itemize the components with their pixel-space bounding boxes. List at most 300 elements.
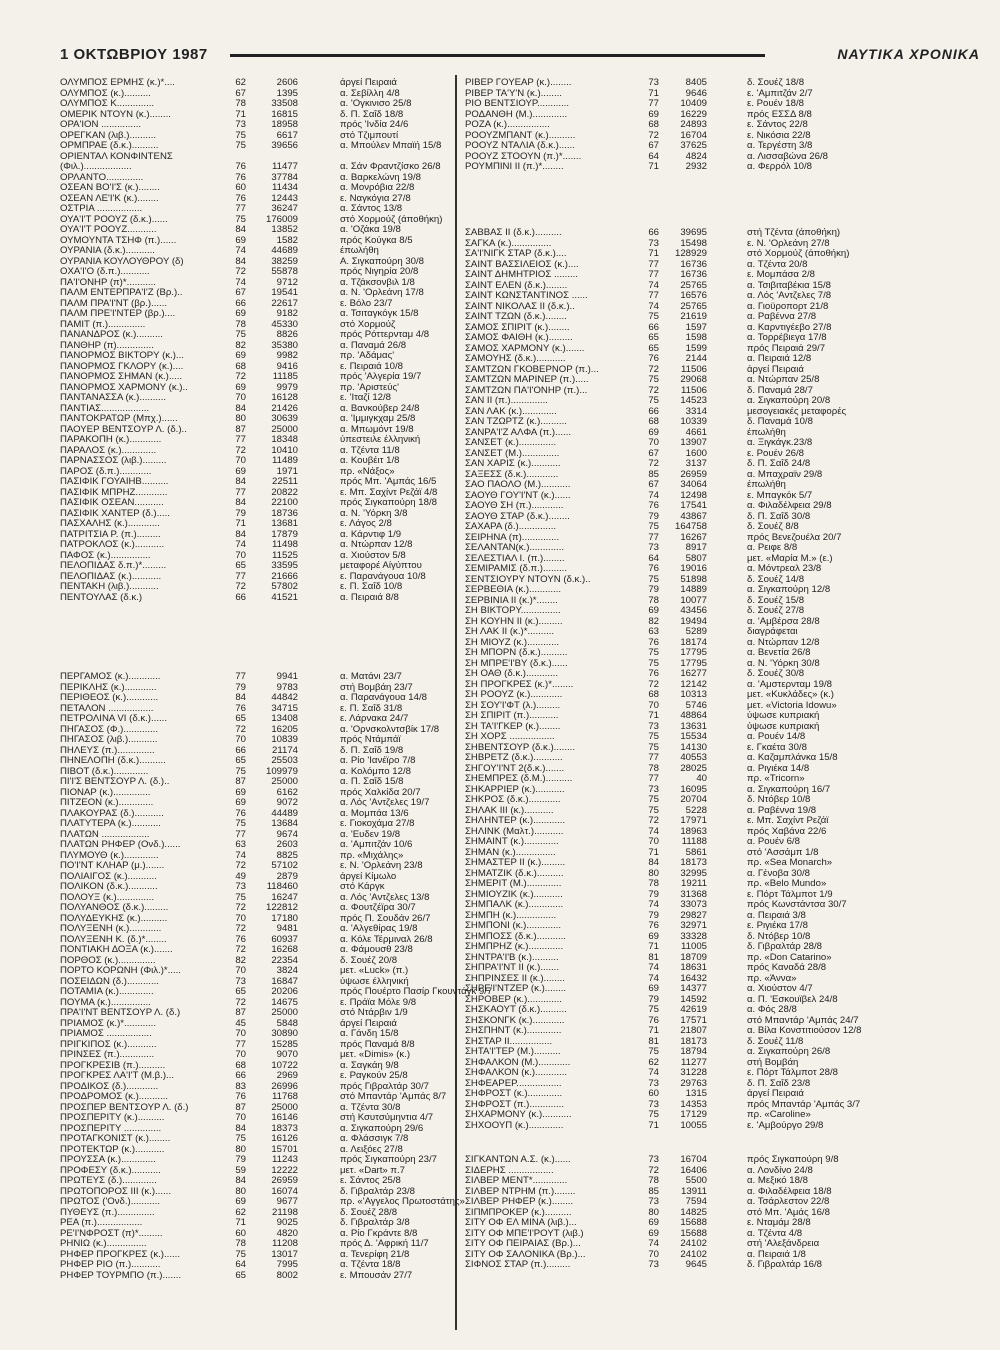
ship-entry — [465, 438, 967, 449]
build-year: 72 — [648, 385, 659, 396]
build-year — [220, 152, 246, 163]
tonnage: 22617 — [271, 298, 298, 309]
ship-entry — [465, 375, 967, 386]
ship-name: ΣΑΜΟΥΗΣ (δ.κ.)........... — [465, 354, 566, 364]
build-year: 81 — [648, 952, 659, 963]
ship-name: ΠΗΝΕΛΟΠΗ (δ.κ.).......... — [60, 756, 166, 766]
build-year: 84 — [235, 1123, 246, 1134]
ship-name: ΣΗΜΙΟΥΖΙΚ (κ.)........... — [465, 889, 563, 900]
ship-status: στό Κάργκ — [340, 882, 385, 892]
ship-entry — [465, 1100, 967, 1111]
ship-entry — [465, 680, 967, 691]
ship-status: α. Φλάσσιγκ 7/8 — [340, 1134, 409, 1144]
tonnage: 15534 — [680, 732, 707, 742]
ship-name: ΣΗΧΑΡΜΟΝΥ (κ.)........... — [465, 1110, 572, 1120]
tonnage: 9072 — [276, 798, 298, 808]
ship-entry — [465, 1218, 967, 1229]
tonnage: 39656 — [271, 141, 298, 151]
tonnage: 16146 — [271, 1113, 298, 1123]
ship-entry — [60, 819, 525, 830]
build-year: 60 — [235, 183, 246, 193]
ship-list-right-bottom — [465, 1155, 967, 1271]
ship-name: ΠΑΝΑΝΔΡΟΣ (κ.).......... — [60, 330, 163, 340]
ship-status: πρ. «Άννα» — [747, 973, 797, 984]
build-year: 65 — [648, 333, 659, 343]
tonnage: 11525 — [272, 550, 298, 561]
tonnage: 16576 — [680, 291, 707, 301]
tonnage: 14523 — [680, 396, 707, 406]
build-year: 75 — [648, 396, 659, 406]
ship-status: α. 'Ιμμιγκχαμ 25/8 — [340, 414, 416, 424]
ship-name: ΣΙΓΚΑΝΤΩΝ Α.Σ. (κ.)...... — [465, 1155, 571, 1165]
build-year: 69 — [235, 787, 246, 798]
tonnage: 10839 — [271, 735, 298, 745]
ship-status: α. Κάρντιφ 1/9 — [340, 529, 402, 540]
ship-entry — [60, 530, 525, 541]
ship-entry — [60, 1061, 525, 1072]
ship-name: ΠΟΛΥΔΕΥΚΗΣ (κ.).......... — [60, 913, 168, 924]
ship-name: ΡΟΟΥΖ ΣΤΟΟΥΝ (π.)*....... — [465, 151, 582, 162]
tonnage: 16095 — [680, 784, 707, 795]
ship-entry — [60, 246, 525, 257]
ship-list-right-top — [465, 78, 967, 173]
build-year: 70 — [648, 438, 659, 448]
build-year: 65 — [235, 1270, 246, 1281]
tonnage: 33073 — [680, 900, 707, 910]
tonnage: 25000 — [271, 1008, 298, 1018]
ship-entry — [60, 414, 525, 425]
ship-name: ΣΗΣΤΑΡ II................ — [465, 1036, 553, 1047]
ship-name: ΣΑΝ ΤΖΩΡΤΖ (κ.).......... — [465, 417, 567, 427]
build-year: 69 — [235, 1197, 246, 1207]
tonnage: 1395 — [276, 88, 298, 99]
build-year: 73 — [648, 1197, 659, 1207]
build-year: 74 — [648, 301, 659, 312]
ship-status: δ. Π. Σαΐδ 18/8 — [340, 109, 404, 120]
build-year: 76 — [648, 501, 659, 511]
ship-entry — [465, 816, 967, 827]
build-year: 71 — [648, 88, 659, 99]
ship-entry — [60, 582, 525, 593]
ship-name: ΣΕΙΡΗΝΑ (π).............. — [465, 532, 560, 543]
ship-entry — [465, 428, 967, 439]
build-year: 76 — [235, 162, 246, 172]
ship-entry — [465, 911, 967, 922]
ship-entry — [60, 498, 525, 509]
build-year: 77 — [648, 774, 659, 784]
build-year: 74 — [648, 280, 659, 291]
build-year: 68 — [235, 1060, 246, 1071]
build-year: 73 — [648, 721, 659, 732]
tonnage: 11005 — [681, 942, 707, 952]
build-year: 72 — [235, 997, 246, 1008]
build-year: 70 — [235, 550, 246, 561]
ship-name: ΟΡΕΓΚΑΝ (λιβ.).......... — [60, 130, 157, 141]
ship-status: α. 'Αμπιτζάν 10/6 — [340, 840, 413, 850]
build-year: 64 — [648, 151, 659, 162]
ship-status: α. Γένοβα 30/8 — [747, 868, 810, 879]
ship-status: α. Βαρκελώνη 19/8 — [340, 172, 421, 183]
ship-name: ΟΣΤΡΙΑ ................. — [60, 204, 143, 214]
build-year: 66 — [235, 745, 246, 756]
issue-date: 1 ΟΚΤΩΒΡΙΟΥ 1987 — [60, 46, 208, 63]
tonnage: 34715 — [271, 703, 298, 714]
ship-name: ΣΑΙΝΤ ΕΛΕΝ (δ.κ.)........ — [465, 280, 568, 291]
build-year: 76 — [648, 564, 659, 574]
ship-status: πρ. «Don Catarino» — [747, 952, 832, 963]
ship-entry — [60, 987, 525, 998]
ship-name: ΣΗ ΚΟΥΗΝ II (κ.)......... — [465, 616, 563, 627]
ship-entry — [465, 795, 967, 806]
ship-name: ΣΑΜΟΣ ΧΑΡΜΟΝΥ (κ.)....... — [465, 343, 585, 354]
build-year: 70 — [235, 735, 246, 745]
ship-status: έπωλήθη — [340, 246, 379, 256]
ship-name: ΣΗΜΑΤΖΙΚ (δ.κ.).......... — [465, 868, 564, 879]
tonnage: 5746 — [685, 700, 707, 711]
tonnage: 1597 — [685, 322, 707, 333]
ship-entry — [60, 882, 525, 893]
tonnage: 16247 — [271, 892, 298, 903]
ship-name: ΣΑΜΤΖΩΝ ΜΑΡΙΝΕΡ (π.)..... — [465, 375, 589, 385]
ship-status: ύψωσε κυπριακή — [747, 711, 820, 721]
ship-status: δ. Γιβραλτάρ 23/8 — [340, 1186, 415, 1197]
ship-status: α. Ριγιέκα 14/8 — [747, 763, 810, 774]
ship-name: ΠΑΝΤΟΚΡΑΤΩΡ (Μπχ.)...... — [60, 414, 178, 424]
tonnage: 19494 — [680, 616, 707, 627]
tonnage: 16432 — [680, 973, 707, 984]
ship-status: α. Τζέντα 11/8 — [340, 445, 400, 456]
ship-entry — [60, 746, 525, 757]
ship-status: α. Ντώρπαν 12/8 — [340, 540, 413, 550]
ship-name: ΟΡΜΠΡΑΕ (δ.κ.).......... — [60, 141, 159, 151]
build-year: 80 — [648, 1207, 659, 1218]
ship-name: ΣΙΤΥ ΟΦ ΕΛ ΜΙΝΑ (λιβ.)... — [465, 1218, 577, 1228]
ship-entry — [465, 1176, 967, 1187]
build-year: 71 — [648, 942, 659, 952]
build-year: 77 — [235, 435, 246, 445]
ship-entry — [465, 869, 967, 880]
build-year: 75 — [235, 1249, 246, 1260]
ship-status: πρός Σιγκαπούρη 18/8 — [340, 498, 437, 508]
ship-status: α. Π. 'Εσκουϊβελ 24/8 — [747, 994, 838, 1005]
tonnage: 37625 — [680, 141, 707, 151]
ship-entry — [465, 1068, 967, 1079]
build-year: 75 — [648, 805, 659, 816]
tonnage: 28025 — [680, 763, 707, 774]
ship-status: έπωλήθη — [747, 427, 786, 438]
ship-entry — [465, 806, 967, 817]
build-year: 69 — [648, 606, 659, 616]
tonnage: 17129 — [680, 1110, 707, 1120]
build-year: 64 — [648, 553, 659, 564]
ship-entry — [60, 809, 525, 820]
build-year: 73 — [648, 543, 659, 553]
ship-entry — [465, 743, 967, 754]
ship-name: ΟΧΑ'Ι'Ο (δ.π.)........... — [60, 267, 150, 277]
ship-status: α. 'Ογκινισο 25/8 — [340, 99, 412, 109]
ship-entry — [60, 257, 525, 268]
tonnage: 8917 — [685, 543, 707, 553]
ship-entry — [60, 714, 525, 725]
ship-name: ΣΗΓΟΥ'Ι'ΝΤ 2(δ.κ.)....... — [465, 763, 565, 774]
ship-status: δ. Ντόβερ 10/8 — [747, 795, 811, 805]
tonnage: 16736 — [680, 270, 707, 280]
ship-entry — [465, 858, 967, 869]
ship-name: ΡΗΦΕΡ ΠΡΟΓΚΡΕΣ (κ.)...... — [60, 1249, 180, 1260]
ship-name: ΠΟΣΕΙΔΩΝ (δ.)............ — [60, 976, 159, 987]
ship-name: ΣΗΒΕΝΤΣΟΥΡ (δ.κ.)........ — [465, 742, 575, 753]
build-year: 72 — [235, 445, 246, 456]
build-year: 76 — [235, 1092, 246, 1102]
build-year: 70 — [235, 393, 246, 403]
ship-status: δ. Παναμά 10/8 — [747, 417, 813, 427]
build-year: 84 — [235, 477, 246, 487]
ship-status: ύψωσε κυπριακή — [747, 721, 820, 732]
ship-name: ΠΡΟΦΕΣΥ (δ.κ.)........... — [60, 1165, 161, 1176]
tonnage: 10077 — [680, 595, 707, 606]
build-year: 74 — [235, 850, 246, 861]
build-year: 81 — [648, 1036, 659, 1047]
ship-entry — [60, 488, 525, 499]
tonnage: 18173 — [680, 1036, 707, 1047]
ship-name: ΣΑΜΤΖΩΝ ΓΚΟΒΕΡΝΟΡ (π.)... — [465, 364, 599, 375]
ship-name: ΣΑΟΥΘ ΣΤΑΡ (δ.κ.)........ — [465, 511, 570, 522]
build-year: 65 — [235, 714, 246, 724]
ship-entry — [60, 1197, 525, 1208]
ship-status: α. Σάντος 13/8 — [340, 204, 403, 214]
ship-entry — [465, 1187, 967, 1198]
ship-name: ΣΙΛΒΕΡ ΝΤΡΗΜ (π.)........ — [465, 1186, 576, 1197]
ship-entry — [60, 456, 525, 467]
ship-entry — [465, 837, 967, 848]
ship-entry — [465, 354, 967, 365]
ship-name: ΠΛΑΤΩΝ .................. — [60, 829, 150, 840]
tonnage: 11768 — [272, 1092, 298, 1102]
tonnage: 17795 — [680, 658, 707, 669]
ship-name: ΣΗ ΡΟΟΥΖ (κ.)............ — [465, 690, 563, 700]
ship-entry — [465, 974, 967, 985]
ship-entry — [60, 110, 525, 121]
build-year: 75 — [235, 819, 246, 829]
ship-status: άργεί Πειραιά — [340, 1018, 397, 1029]
build-year: 69 — [648, 1218, 659, 1228]
ship-entry — [465, 239, 967, 250]
build-year: 62 — [235, 1207, 246, 1218]
ship-entry — [465, 417, 967, 428]
ship-status: α. Σεβίλλη 4/8 — [340, 88, 400, 99]
tonnage: 19541 — [271, 288, 298, 298]
ship-entry — [465, 879, 967, 890]
build-year: 76 — [235, 172, 246, 183]
tonnage: 6162 — [276, 787, 298, 798]
ship-entry — [60, 152, 525, 163]
ship-entry — [465, 120, 967, 131]
ship-status: πρ. 'Αριστεύς' — [340, 382, 399, 393]
ship-name: ΠΕΤΑΛΟΝ ................. — [60, 703, 154, 714]
build-year: 72 — [648, 679, 659, 690]
build-year: 75 — [648, 574, 659, 585]
tonnage: 11208 — [272, 1239, 298, 1249]
ship-status: ε. Πειραιά 10/8 — [340, 361, 403, 372]
ship-entry — [465, 480, 967, 491]
tonnage: 7594 — [685, 1197, 707, 1207]
build-year: 84 — [235, 403, 246, 414]
ship-name: ΣΗΦΡΟΣΤ (κ.)............. — [465, 1089, 563, 1099]
ship-entry — [465, 1121, 967, 1132]
ship-name: ΣΑΓΚΑ (κ.)............... — [465, 238, 552, 249]
ship-name: ΣΑΙΝΤ ΔΗΜΗΤΡΙΟΣ ......... — [465, 270, 578, 280]
ship-entry — [60, 1250, 525, 1261]
build-year: 76 — [235, 934, 246, 945]
tonnage: 1598 — [685, 333, 707, 343]
ship-entry — [60, 1155, 525, 1166]
build-year: 77 — [235, 672, 246, 682]
tonnage: 9982 — [276, 351, 298, 361]
ship-name: ΣΗ ΧΟΡΣ ................. — [465, 732, 555, 742]
ship-status: στή Βομβάη — [747, 1057, 799, 1068]
ship-status: α. 'Ευδεν 19/8 — [340, 829, 401, 840]
ship-entry — [465, 78, 967, 89]
ship-name: ΣΕΜΙΡΑΜΙΣ (δ.π.)......... — [465, 564, 567, 574]
ship-entry — [60, 120, 525, 131]
ship-status: πρός Ντάμπάϊ — [340, 735, 401, 745]
ship-entry — [465, 554, 967, 565]
ship-name: ΡΗΝΙΩ (κ.)............... — [60, 1239, 147, 1249]
build-year: 75 — [648, 522, 659, 532]
tonnage: 4820 — [276, 1228, 298, 1239]
ship-status: δ. Γιβραλτάρ 16/8 — [747, 1260, 822, 1270]
build-year: 70 — [235, 1029, 246, 1039]
ship-status: ε. Βόλο 23/7 — [340, 298, 393, 309]
ship-entry — [60, 435, 525, 446]
tonnage: 26959 — [271, 1176, 298, 1186]
ship-status: ε. 'Αμβούργο 29/8 — [747, 1120, 824, 1131]
build-year: 85 — [648, 469, 659, 480]
ship-entry — [465, 89, 967, 100]
build-year: 75 — [648, 732, 659, 742]
tonnage: 13852 — [271, 225, 298, 235]
ship-entry — [60, 735, 525, 746]
ship-status: μετ. «Victoria Idowu» — [747, 700, 837, 711]
ship-status: δ. Σουέζ 18/8 — [747, 78, 805, 88]
ship-status: α. Φιλαδέλφεια 29/8 — [747, 501, 832, 511]
tonnage: 18173 — [680, 858, 707, 868]
build-year: 84 — [235, 256, 246, 267]
tonnage: 12142 — [680, 679, 707, 690]
tonnage: 14889 — [680, 585, 707, 595]
ship-entry — [60, 956, 525, 967]
ship-status: α. Σιγκαπούρη 16/7 — [747, 784, 831, 795]
ship-name: ΟΥΜΟΥΝΤΑ ΤΣΗΦ (π.)...... — [60, 235, 177, 246]
build-year: 73 — [648, 78, 659, 88]
ship-entry — [465, 701, 967, 712]
build-year: 62 — [648, 1057, 659, 1068]
ship-name: ΠΑΛΜ ΠΡΕ'Ι'ΝΤΕΡ (βρ.).... — [60, 309, 176, 319]
ship-status: α. Πειραιά 3/8 — [747, 910, 806, 921]
ship-status: πρός Ρόττερνταμ 4/8 — [340, 330, 430, 340]
ship-entry — [60, 1029, 525, 1040]
build-year: 69 — [235, 235, 246, 246]
tonnage: 31228 — [680, 1068, 707, 1078]
tonnage: 2144 — [685, 354, 707, 364]
ship-status: α. Λός 'Αντζελες 19/7 — [340, 798, 430, 808]
ship-name: ΟΥΡΑΝΙΑ (δ.κ.)........... — [60, 246, 155, 256]
build-year: 73 — [648, 238, 659, 249]
tonnage: 14377 — [680, 984, 707, 994]
ship-name: ΠΟΛΥΞΕΝΗ (κ.)............ — [60, 924, 162, 934]
ship-entry — [465, 162, 967, 173]
ship-name: ΣΗΛΙΝΚ (Μαλτ.)........... — [465, 826, 564, 837]
tonnage: 1600 — [685, 448, 707, 459]
ship-entry — [60, 1208, 525, 1219]
ship-entry — [60, 288, 525, 299]
ship-entry — [465, 890, 967, 901]
ship-status: α. Μονρόβια 22/8 — [340, 183, 415, 193]
tonnage: 2932 — [685, 162, 707, 172]
ship-name: ΠΟΛΙΚΟΝ (δ.κ.)........... — [60, 882, 158, 892]
build-year: 77 — [235, 571, 246, 582]
ship-entry — [465, 1016, 967, 1027]
ship-entry — [465, 596, 967, 607]
ship-status: α. Λός 'Αντζελες 7/8 — [747, 291, 832, 301]
ship-name: ΟΥΑ'Ι'Τ ΡΟΟΥΖ........... — [60, 225, 157, 235]
build-year: 74 — [648, 900, 659, 910]
tonnage: 9941 — [276, 672, 298, 682]
ship-name: ΠΡΟΣΠΕΡ ΒΕΝΤΣΟΥΡ Λ. (δ.) — [60, 1102, 189, 1113]
build-year: 78 — [648, 595, 659, 606]
tonnage: 17180 — [271, 913, 298, 924]
ship-entry — [465, 228, 967, 239]
build-year: 68 — [235, 361, 246, 372]
tonnage: 11506 — [681, 385, 707, 396]
build-year: 84 — [235, 498, 246, 508]
ship-name: ΠΟΛΥΑΝΘΟΣ (δ.κ.)......... — [60, 903, 169, 913]
ship-status: πρ. «Caroline» — [747, 1110, 811, 1120]
ship-name: ΣΗΣΚΑΟΥΤ (δ.κ.).......... — [465, 1005, 567, 1015]
tonnage: 17971 — [680, 816, 707, 826]
ship-name: ΣΑΒΒΑΣ II (δ.κ.).......... — [465, 228, 562, 238]
ship-name: ΣΗΧΟΟΥΠ (κ.)............. — [465, 1120, 564, 1131]
ship-status: ε. Ν. 'Ορλεάνη 23/8 — [340, 861, 423, 871]
tonnage: 5228 — [685, 805, 707, 816]
tonnage: 20822 — [271, 487, 298, 498]
ship-entry — [60, 777, 525, 788]
ship-status: α. Παναμά 26/8 — [340, 340, 407, 351]
tonnage: 22100 — [271, 498, 298, 508]
ship-name: ΟΡΙΕΝΤΑΛ ΚΟΝΦΙΝΤΕΝΣ — [60, 151, 173, 162]
tonnage: 14130 — [680, 742, 707, 753]
ship-status: α. Τζέντα 4/8 — [747, 1228, 803, 1239]
ship-name: ΟΣΕΑΝ ΒΟ'Ι'Σ (κ.)........ — [60, 183, 160, 193]
ship-name: ΣΗ ΜΠΟΡΝ (δ.κ.).......... — [465, 648, 568, 658]
build-year: 69 — [648, 1228, 659, 1239]
ship-name: ΣΑΙΝΤ ΒΑΣΣΙΛΕΙΟΣ (κ.).... — [465, 259, 579, 270]
ship-entry — [60, 320, 525, 331]
tonnage: 9646 — [685, 88, 707, 99]
tonnage: 2969 — [276, 1071, 298, 1081]
ship-status: α. Φιλαδέλφεια 18/8 — [747, 1186, 832, 1197]
ship-name: ΣΗΠΡΙΝΣΕΣ II (κ.)........ — [465, 973, 565, 984]
ship-status: α. Π. Σαΐδ 15/8 — [340, 777, 404, 787]
ship-name: ΠΑΣΙΦΙΚ ΟΣΕΑΝ........... — [60, 498, 164, 508]
ship-entry — [465, 827, 967, 838]
ship-name: ΣΙΦΝΟΣ ΣΤΑΡ (π.)......... — [465, 1260, 571, 1270]
tonnage: 8002 — [276, 1270, 298, 1281]
ship-status: δ. Σουέζ 20/8 — [340, 955, 398, 966]
build-year: 73 — [235, 120, 246, 130]
build-year: 78 — [648, 1176, 659, 1186]
ship-name: ΡΗΦΕΡ ΡΙΟ (π.)........... — [60, 1260, 161, 1270]
